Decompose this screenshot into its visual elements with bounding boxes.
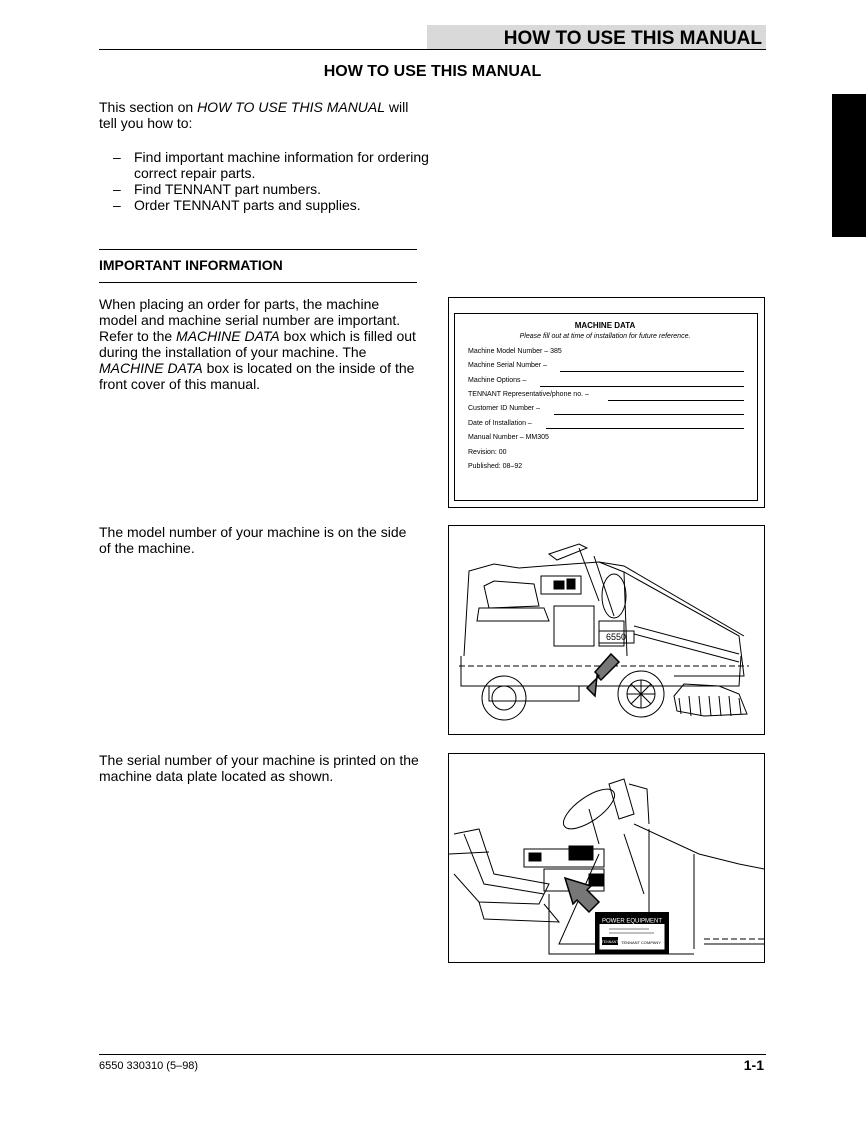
important-info-paragraph	[99, 296, 419, 392]
footer-rule	[99, 1054, 766, 1055]
running-header-title: HOW TO USE THIS MANUAL	[503, 28, 762, 49]
pointer-arrow-icon	[587, 654, 619, 696]
machine-data-row: Manual Number – MM305	[468, 434, 549, 441]
serial-number-paragraph: The serial number of your machine is printed on the machine data plate located as shown.	[99, 752, 419, 784]
bullet-list	[113, 149, 433, 213]
machine-data-row: TENNANT Representative/phone no. –	[468, 391, 589, 398]
fill-line	[546, 428, 744, 429]
machine-data-row: Machine Serial Number –	[468, 362, 547, 369]
data-plate-illustration	[449, 754, 764, 962]
list-item	[113, 181, 433, 197]
list-item	[113, 149, 433, 181]
plate-title: POWER EQUIPMENT	[601, 918, 663, 925]
list-item-text: Find important machine information for ordering correct repair parts.	[134, 149, 429, 181]
para-text: box is located on the inside of the front cover of this manual.	[99, 360, 415, 392]
bullet-dash: –	[113, 149, 121, 165]
machine-data-title: MACHINE DATA	[574, 321, 636, 330]
data-plate-figure	[448, 753, 765, 963]
fill-line	[560, 371, 744, 372]
bullet-dash: –	[113, 181, 121, 197]
machine-side-figure	[448, 525, 765, 735]
para-emphasis: MACHINE DATA	[99, 360, 203, 376]
machine-data-row: Machine Model Number – 385	[468, 348, 562, 355]
section-thumb-tab	[832, 94, 866, 237]
bullet-dash: –	[113, 197, 121, 213]
para-text: box which is filled out during the installation of your machine. The	[99, 328, 416, 360]
plate-company: TENNANT COMPANY	[621, 940, 661, 945]
fill-line	[554, 414, 744, 415]
header-rule	[99, 49, 766, 50]
section-heading: IMPORTANT INFORMATION	[99, 257, 283, 273]
page-title: HOW TO USE THIS MANUAL	[323, 63, 542, 80]
machine-data-row: Machine Options –	[468, 377, 527, 384]
section-rule-top	[99, 249, 417, 250]
para-text: When placing an order for parts, the machine model and machine serial number are important. Refer to the	[99, 296, 401, 344]
intro-prefix: This section on	[99, 99, 198, 115]
list-item	[113, 197, 433, 213]
fill-line	[540, 386, 744, 387]
machine-data-subtitle: Please fill out at time of installation for future reference.	[519, 333, 691, 340]
intro-emphasis: HOW TO USE THIS MANUAL	[197, 99, 386, 115]
machine-data-row: Date of Installation –	[468, 420, 532, 427]
sweeper-side-illustration	[449, 526, 764, 734]
model-badge-text: 6550	[605, 632, 627, 642]
para-emphasis: MACHINE DATA	[176, 328, 280, 344]
page-number: 1-1	[743, 1057, 764, 1073]
machine-data-row: Customer ID Number –	[468, 405, 540, 412]
machine-data-row: Published: 08–92	[468, 463, 523, 470]
model-number-paragraph: The model number of your machine is on the side of the machine.	[99, 524, 407, 556]
intro-suffix: will tell you how to:	[99, 99, 409, 131]
machine-data-row: Revision: 00	[468, 449, 507, 456]
fill-line	[608, 400, 744, 401]
plate-brand-logo: TENNANT	[601, 940, 619, 944]
section-rule-bottom	[99, 282, 417, 283]
intro-paragraph	[99, 99, 429, 131]
list-item-text: Find TENNANT part numbers.	[134, 181, 321, 197]
footer-doc-number: 6550 330310 (5–98)	[99, 1060, 199, 1072]
list-item-text: Order TENNANT parts and supplies.	[134, 197, 361, 213]
